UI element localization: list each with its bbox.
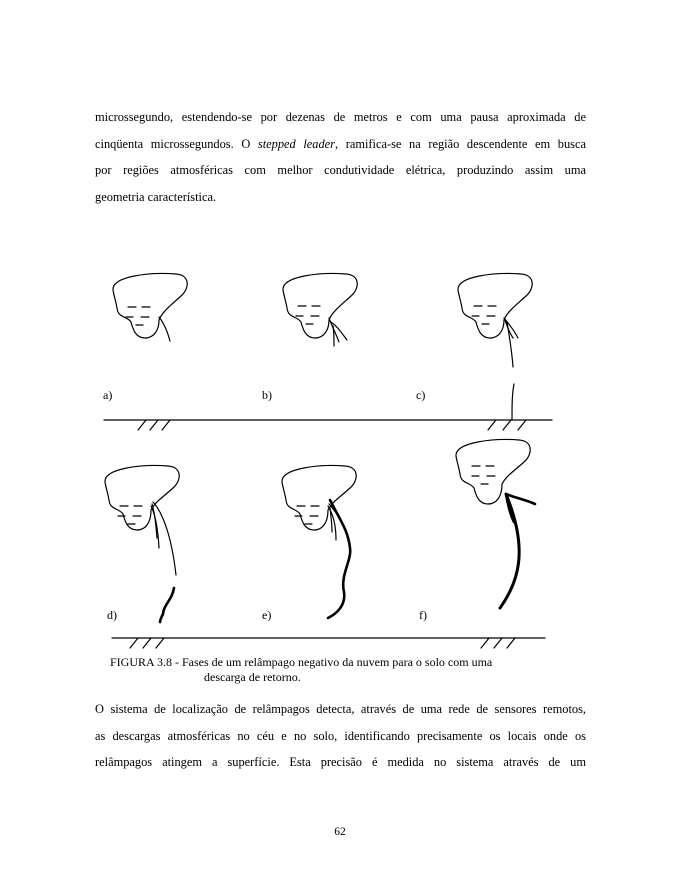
body-paragraph-bottom — [95, 696, 586, 776]
text-line: as descargas atmosféricas no céu e no solo, identificando precisamente os locais onde os — [95, 728, 586, 743]
ground-hatch-bottom — [130, 638, 515, 648]
panel-label-c: c) — [416, 388, 426, 402]
italic-term: stepped leader — [257, 136, 335, 151]
panel-label-a: a) — [103, 388, 113, 402]
text-segment: cinqüenta microssegundos. O — [95, 136, 258, 151]
panel-label-f: f) — [419, 608, 427, 622]
panel-c-cloud — [458, 274, 532, 420]
panel-f-cloud — [456, 440, 535, 608]
panel-label-d: d) — [107, 608, 117, 622]
text-line: por regiões atmosféricas com melhor condutividade elétrica, produzindo assim uma — [95, 163, 586, 177]
figure-caption — [110, 655, 570, 685]
text-line: microssegundo, estendendo-se por dezenas de metros e com uma pausa aproximada de — [95, 110, 586, 124]
panel-b-cloud — [283, 274, 357, 346]
panel-a-cloud — [113, 274, 187, 341]
caption-line-1: FIGURA 3.8 - Fases de um relâmpago negativo da nuvem para o solo com uma — [110, 655, 493, 669]
panel-label-e: e) — [262, 608, 272, 622]
text-line: O sistema de localização de relâmpagos detecta, através de uma rede de sensores remotos, — [95, 702, 586, 716]
panel-label-b: b) — [262, 388, 272, 402]
text-line: relâmpagos atingem a superfície. Esta precisão é medida no sistema através de um — [95, 755, 586, 769]
page-number: 62 — [334, 826, 346, 838]
panel-e-cloud — [282, 466, 356, 618]
text-line: geometria característica. — [95, 189, 217, 204]
panel-d-cloud — [105, 466, 179, 622]
caption-line-2: descarga de retorno. — [204, 670, 301, 684]
text-segment: , ramifica-se na região descendente em busca — [334, 136, 586, 151]
ground-hatch-top — [138, 420, 526, 430]
